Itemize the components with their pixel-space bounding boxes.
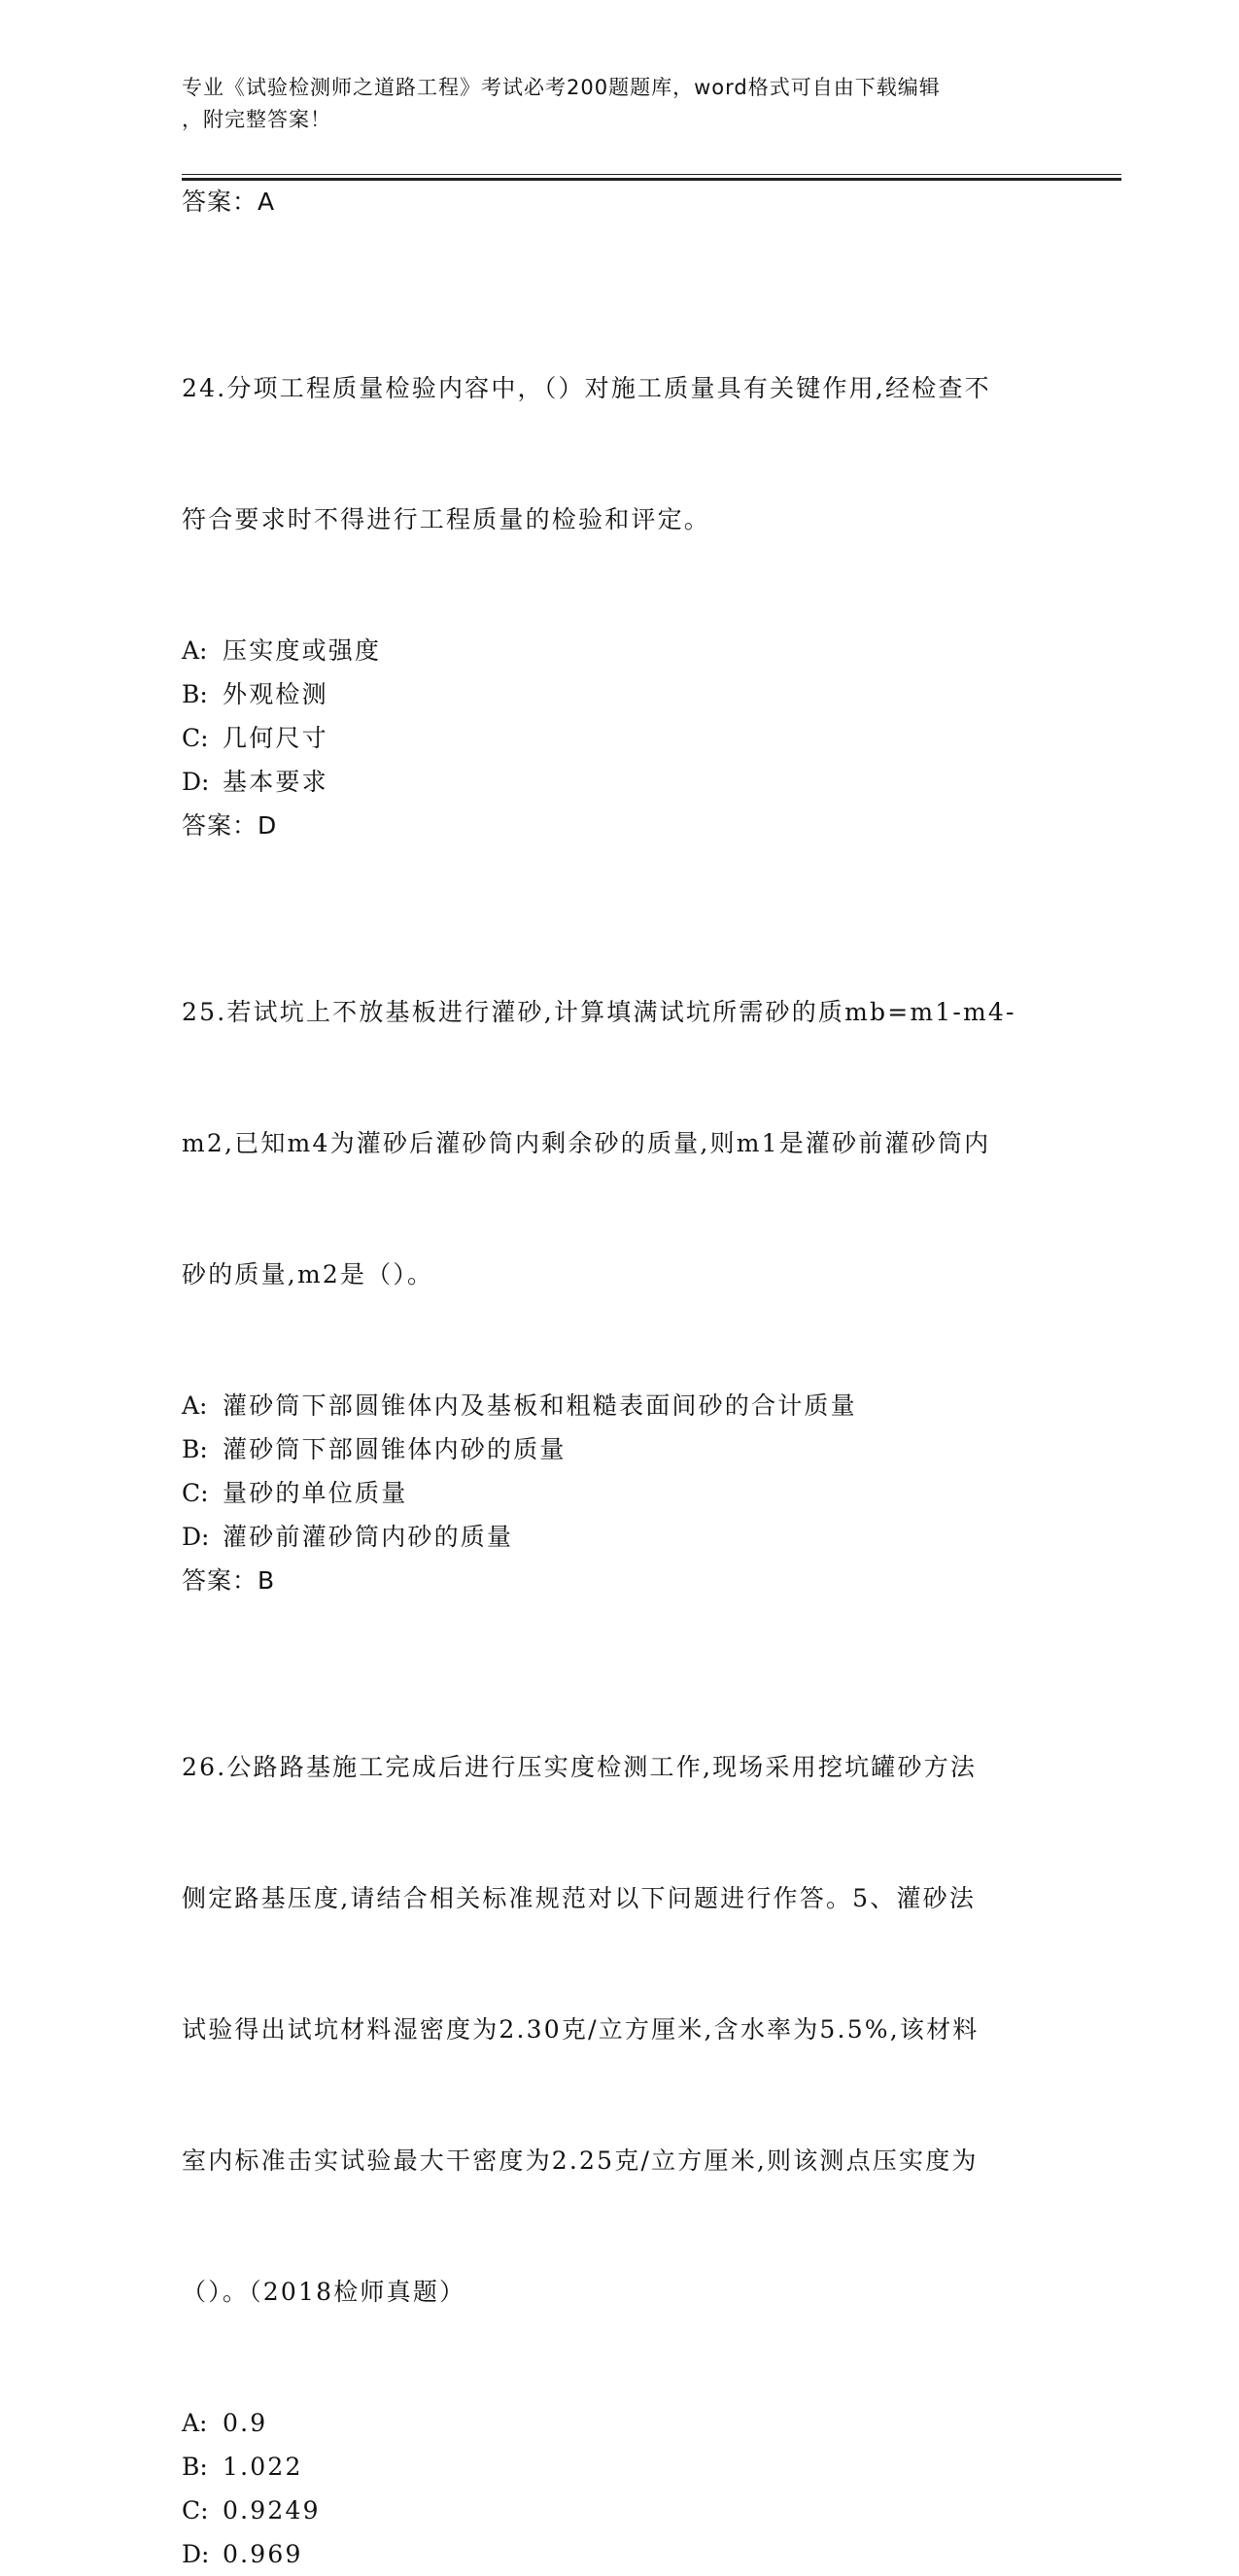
- question-list: [182, 180, 1056, 2576]
- stem-line: 砂的质量,m2是（）。: [182, 1260, 434, 1288]
- option-a: [182, 629, 1056, 672]
- option-text: 0.9249: [223, 2496, 321, 2524]
- option-a: [182, 1384, 1056, 1427]
- option-text: 外观检测: [223, 680, 328, 708]
- option-c: [182, 2489, 1056, 2532]
- question-stem: [182, 279, 1056, 629]
- header-divider-thin: [182, 174, 1121, 175]
- option-letter: C:: [182, 2496, 209, 2524]
- option-b: [182, 1427, 1056, 1471]
- option-a: [182, 2401, 1056, 2445]
- option-text: 1.022: [223, 2453, 303, 2481]
- option-letter: D:: [182, 1523, 210, 1551]
- option-letter: D:: [182, 768, 210, 796]
- stem-line: （）。（2018检师真题）: [182, 2278, 466, 2306]
- option-text: 灌砂筒下部圆锥体内砂的质量: [223, 1435, 567, 1463]
- option-letter: A:: [182, 2409, 208, 2437]
- question-25: [182, 903, 1056, 1603]
- question-stem: [182, 903, 1056, 1384]
- question-stem: [182, 1658, 1056, 2401]
- question-24: [182, 279, 1056, 848]
- option-c: [182, 1471, 1056, 1515]
- previous-answer: 答案：A: [182, 188, 276, 216]
- option-letter: B:: [182, 1435, 208, 1463]
- option-text: 0.9: [223, 2409, 268, 2437]
- option-text: 压实度或强度: [223, 636, 382, 665]
- header-line-2: ，附完整答案！: [182, 108, 331, 131]
- stem-line: 25.若试坑上不放基板进行灌砂,计算填满试坑所需砂的质mb=m1-m4-: [182, 998, 1016, 1026]
- stem-line: 24.分项工程质量检验内容中，（）对施工质量具有关键作用,经检查不: [182, 374, 991, 402]
- stem-line: m2,已知m4为灌砂后灌砂筒内剩余砂的质量,则m1是灌砂前灌砂筒内: [182, 1129, 991, 1157]
- header-line-1: 专业《试验检测师之道路工程》考试必考200题题库，word格式可自由下载编辑: [182, 76, 941, 99]
- question-26: [182, 1658, 1056, 2576]
- option-letter: B:: [182, 2453, 208, 2481]
- option-letter: A:: [182, 636, 208, 665]
- option-c: [182, 716, 1056, 760]
- option-letter: A:: [182, 1391, 208, 1420]
- option-text: 几何尺寸: [223, 724, 328, 752]
- option-b: [182, 2445, 1056, 2489]
- option-letter: B:: [182, 680, 208, 708]
- option-text: 量砂的单位质量: [223, 1479, 408, 1507]
- stem-line: 26.公路路基施工完成后进行压实度检测工作,现场采用挖坑罐砂方法: [182, 1753, 978, 1781]
- option-letter: D:: [182, 2540, 210, 2568]
- option-letter: C:: [182, 724, 209, 752]
- stem-line: 符合要求时不得进行工程质量的检验和评定。: [182, 505, 711, 533]
- option-d: [182, 760, 1056, 804]
- option-letter: C:: [182, 1479, 209, 1507]
- answer-label: 答案：D: [182, 811, 278, 840]
- option-text: 基本要求: [223, 768, 328, 796]
- stem-line: 试验得出试坑材料湿密度为2.30克/立方厘米,含水率为5.5%,该材料: [182, 2015, 980, 2044]
- option-b: [182, 672, 1056, 716]
- answer-label: 答案：B: [182, 1566, 276, 1595]
- option-d: [182, 2532, 1056, 2576]
- stem-line: 侧定路基压度,请结合相关标准规范对以下问题进行作答。5、灌砂法: [182, 1884, 977, 1912]
- option-d: [182, 1515, 1056, 1559]
- option-text: 灌砂前灌砂筒内砂的质量: [223, 1523, 514, 1551]
- option-text: 灌砂筒下部圆锥体内及基板和粗糙表面间砂的合计质量: [223, 1391, 857, 1420]
- option-text: 0.969: [223, 2540, 303, 2568]
- stem-line: 室内标准击实试验最大干密度为2.25克/立方厘米,则该测点压实度为: [182, 2147, 979, 2175]
- document-header: [182, 72, 1037, 136]
